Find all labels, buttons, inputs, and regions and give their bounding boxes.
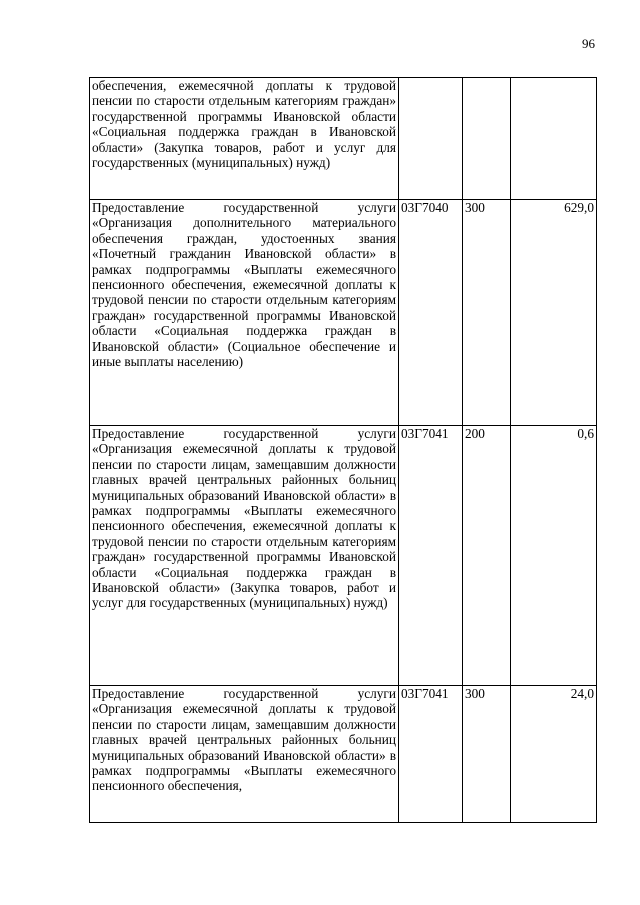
- table-row: [90, 78, 597, 200]
- row-target-code: 03Г7040: [399, 200, 463, 426]
- table-row: [90, 686, 597, 823]
- table-row: [90, 200, 597, 426]
- row-amount: 0,6: [511, 426, 597, 686]
- row-amount: 629,0: [511, 200, 597, 426]
- row-expense-type: 300: [463, 200, 511, 426]
- row-amount: 24,0: [511, 686, 597, 823]
- table-row: [90, 426, 597, 686]
- budget-table: [89, 77, 597, 823]
- row-description: Предоставление государственной услуги «Организация ежемесячной доплаты к трудовой пенсии по старости лицам, замещавшим должности главных врачей центральных районных больниц муниципальных образований Ивановской области» в рамках подпрограммы «Выплаты ежемесячного пенсионного обеспечения,: [90, 686, 399, 823]
- row-amount: [511, 78, 597, 200]
- row-description: Предоставление государственной услуги «Организация ежемесячной доплаты к трудовой пенсии по старости лицам, замещавшим должности главных врачей центральных районных больниц муниципальных образований Ивановской области» в рамках подпрограммы «Выплаты ежемесячного пенсионного обеспечения, ежемесячной доплаты к трудовой пенсии по старости отдельным категориям граждан» государственной программы Ивановской области «Социальная поддержка граждан в Ивановской области» (Закупка товаров, работ и услуг для государственных (муниципальных) нужд): [90, 426, 399, 686]
- row-description: Предоставление государственной услуги «Организация дополнительного материального обеспечения граждан, удостоенных звания «Почетный гражданин Ивановской области» в рамках подпрограммы «Выплаты ежемесячного пенсионного обеспечения, ежемесячной доплаты к трудовой пенсии по старости отдельным категориям граждан» государственной программы Ивановской области «Социальная поддержка граждан в Ивановской области» (Социальное обеспечение и иные выплаты населению): [90, 200, 399, 426]
- row-description: обеспечения, ежемесячной доплаты к трудовой пенсии по старости отдельным категориям граждан» государственной программы Ивановской области «Социальная поддержка граждан в Ивановской области» (Закупка товаров, работ и услуг для государственных (муниципальных) нужд): [90, 78, 399, 200]
- page-number: 96: [582, 36, 595, 51]
- row-target-code: 03Г7041: [399, 426, 463, 686]
- row-target-code: 03Г7041: [399, 686, 463, 823]
- row-expense-type: [463, 78, 511, 200]
- row-target-code: [399, 78, 463, 200]
- row-expense-type: 200: [463, 426, 511, 686]
- row-expense-type: 300: [463, 686, 511, 823]
